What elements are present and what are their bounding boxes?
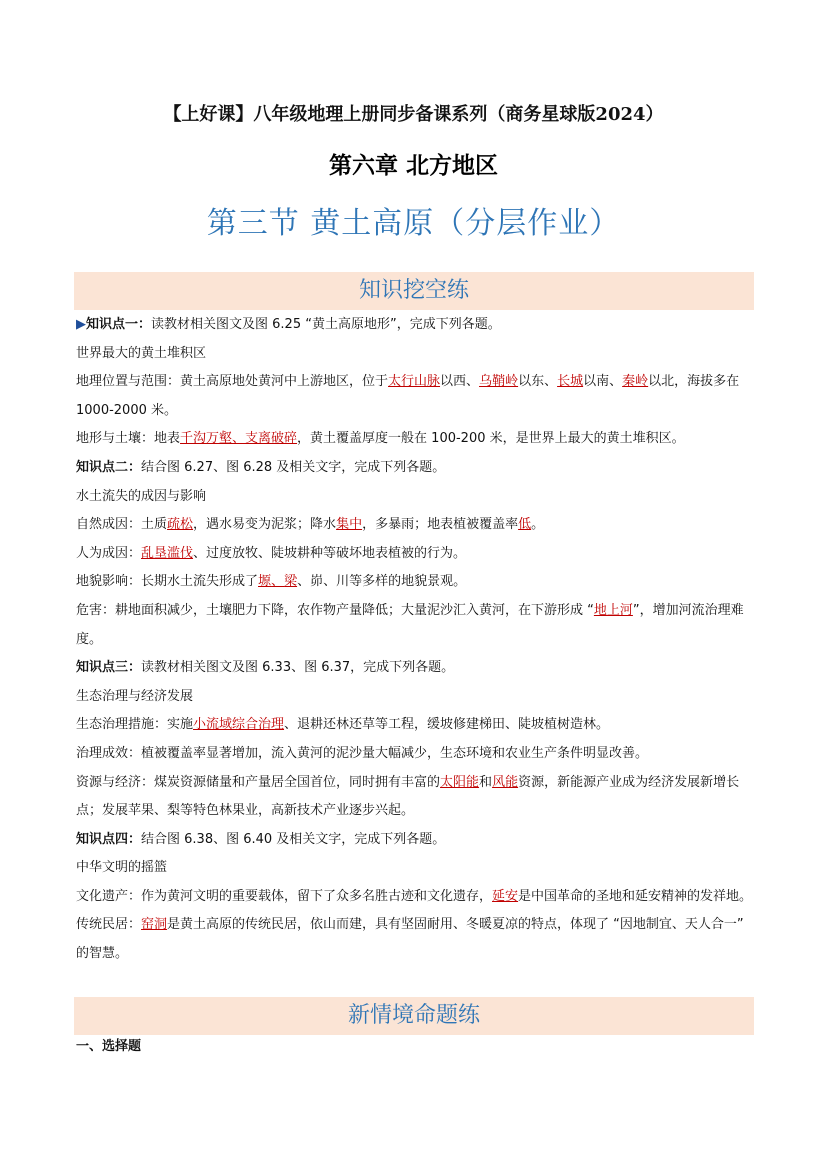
- section-band-new-context: 新情境命题练: [74, 997, 754, 1035]
- series-title: 【上好课】八年级地理上册同步备课系列（商务星球版2024）: [163, 104, 664, 125]
- answer-blank: 秦岭: [622, 374, 649, 390]
- answer-blank: 疏松: [167, 517, 194, 533]
- kp1-terrain: 地形与土壤：地表千沟万壑、支离破碎，黄土覆盖厚度一般在 100-200 米，是世界上最大的黄土堆积区。: [76, 431, 685, 447]
- answer-blank: 风能: [492, 774, 519, 790]
- kp3-label: 知识点三：: [76, 660, 142, 676]
- answer-blank: 乌鞘岭: [479, 374, 519, 390]
- section-band-knowledge: 知识挖空练: [74, 272, 754, 310]
- kp2-subtitle: 水土流失的成因与影响: [76, 488, 207, 504]
- kp4-culture: 文化遗产：作为黄河文明的重要载体，留下了众多名胜古迹和文化遗存，延安是中国革命的圣地和延安精神的发祥地。: [76, 888, 753, 904]
- kp3-text: 读教材相关图文及图 6.33、图 6.37，完成下列各题。: [141, 660, 455, 676]
- knowledge-content: [76, 311, 758, 969]
- kp3-subtitle: 生态治理与经济发展: [76, 688, 194, 704]
- kp2-label: 知识点二：: [76, 459, 142, 475]
- answer-blank: 延安: [492, 888, 519, 904]
- kp4-subtitle: 中华文明的摇篮: [76, 860, 168, 876]
- question-section-heading: 一、选择题: [76, 1039, 142, 1054]
- kp3-line: [76, 654, 758, 683]
- chapter-title: 第六章 北方地区: [328, 153, 498, 179]
- triangle-icon: ▶: [76, 317, 86, 332]
- answer-blank: 乱垦滥伐: [141, 545, 194, 561]
- kp1-line: [76, 311, 758, 340]
- answer-blank: 长城: [557, 374, 584, 390]
- answer-blank: 集中: [336, 517, 363, 533]
- answer-blank: 小流域综合治理: [193, 717, 285, 733]
- kp1-location: 地理位置与范围：黄土高原地处黄河中上游地区，位于太行山脉以西、乌鞘岭以东、长城以南、秦岭以北，海拔多在 1000-2000 米。: [76, 374, 740, 418]
- answer-blank: 千沟万壑、支离破碎: [180, 431, 298, 447]
- answer-blank: 梁: [284, 574, 298, 590]
- answer-blank: 低: [518, 517, 532, 533]
- kp4-text: 结合图 6.38、图 6.40 及相关文字，完成下列各题。: [141, 831, 446, 847]
- kp1-subtitle: 世界最大的黄土堆积区: [76, 345, 207, 361]
- kp3-resources: 资源与经济：煤炭资源储量和产量居全国首位，同时拥有丰富的太阳能和风能资源，新能源产业成为经济发展新增长点；发展苹果、梨等特色林果业，高新技术产业逐步兴起。: [76, 774, 740, 819]
- kp3-measures: 生态治理措施：实施小流域综合治理、退耕还林还草等工程，缓坡修建梯田、陡坡植树造林。: [76, 717, 610, 733]
- kp2-line: [76, 454, 758, 483]
- section-title: 第三节 黄土高原（分层作业）: [206, 206, 621, 241]
- kp1-label: 知识点一：: [86, 317, 152, 332]
- kp2-human: 人为成因：乱垦滥伐、过度放牧、陡坡耕种等破坏地表植被的行为。: [76, 545, 467, 561]
- answer-blank: 窑洞: [141, 917, 168, 933]
- kp2-landform: 地貌影响：长期水土流失形成了塬、梁、峁、川等多样的地貌景观。: [76, 574, 467, 590]
- kp4-line: [76, 826, 758, 855]
- kp1-text: 读教材相关图文及图 6.25 “黄土高原地形”，完成下列各题。: [151, 317, 501, 332]
- kp3-result: 治理成效：植被覆盖率显著增加，流入黄河的泥沙量大幅减少，生态环境和农业生产条件明显改善。: [76, 745, 649, 761]
- answer-blank: 塬: [258, 574, 272, 590]
- kp2-natural: 自然成因：土质疏松，遇水易变为泥浆；降水集中，多暴雨；地表植被覆盖率低。: [76, 517, 545, 533]
- answer-blank: 地上河: [593, 602, 633, 618]
- answer-blank: 太阳能: [440, 774, 480, 790]
- kp2-harm: 危害：耕地面积减少，土壤肥力下降，农作物产量降低；大量泥沙汇入黄河，在下游形成 “地上河”，增加河流治理难度。: [76, 602, 744, 647]
- kp4-label: 知识点四：: [76, 831, 142, 847]
- answer-blank: 太行山脉: [388, 374, 441, 390]
- kp2-text: 结合图 6.27、图 6.28 及相关文字，完成下列各题。: [141, 459, 446, 475]
- kp4-dwelling: 传统民居：窑洞是黄土高原的传统民居，依山而建，具有坚固耐用、冬暖夏凉的特点，体现了 “因地制宜、天人合一” 的智慧。: [76, 917, 744, 962]
